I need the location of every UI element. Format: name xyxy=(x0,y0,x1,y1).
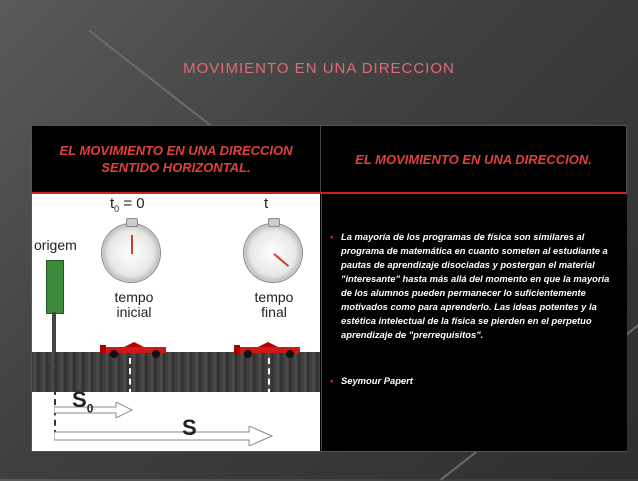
motion-diagram xyxy=(32,194,320,451)
quote-paragraph: ▪ La mayoría de los programas de física son similares al programa de matemática en cuanto someten al estudiante a pautas de aprendizaje disociadas y postergan el material "interesante" hasta más allá del momento en que la mayoría de los alumnos pueden permanecer lo suficientemente motivados como para aprenderlo. Las ideas potentes y la estética intelectual de la física se pierden en el perpetuo aprendizaje de "prerrequisitos". xyxy=(330,231,610,340)
stopwatch-initial-icon xyxy=(102,224,160,282)
s-label: S xyxy=(182,415,197,440)
left-header xyxy=(32,126,321,192)
sign-pole xyxy=(52,312,56,354)
bullet-icon: ▪ xyxy=(330,375,334,386)
t0-label: $t_0 = 0$ xyxy=(110,195,145,214)
right-header: EL MOVIMIENTO EN UNA DIRECCION. xyxy=(355,151,592,167)
left-header-line1: EL MOVIMIENTO EN UNA DIRECCION xyxy=(59,143,293,158)
race-car-initial-icon xyxy=(100,340,172,358)
quote-cell xyxy=(321,194,627,451)
tempo-inicial-label: tempo inicial xyxy=(114,289,154,320)
bullet-icon: ▪ xyxy=(330,231,334,242)
tempo-final-label: tempo final xyxy=(254,289,294,320)
slide-title: MOVIMIENTO EN UNA DIRECCION xyxy=(183,60,455,77)
position-marker-final xyxy=(268,358,270,436)
race-car-final-icon xyxy=(234,340,306,358)
origin-marker xyxy=(54,358,56,436)
t-label: t xyxy=(264,195,269,212)
origin-sign-icon xyxy=(46,260,64,314)
quote-author: ▪ Seymour Papert xyxy=(330,375,413,386)
origem-label: origem xyxy=(34,237,77,253)
s0-arrow-icon xyxy=(54,402,134,418)
s0-label: $S_0$ xyxy=(72,387,94,416)
stopwatch-final-icon xyxy=(244,224,302,282)
road xyxy=(32,352,320,392)
position-marker-initial xyxy=(129,358,131,436)
left-header-line2: SENTIDO HORIZONTAL. xyxy=(101,160,251,175)
content-table xyxy=(31,125,627,452)
s-arrow-icon xyxy=(54,426,274,446)
